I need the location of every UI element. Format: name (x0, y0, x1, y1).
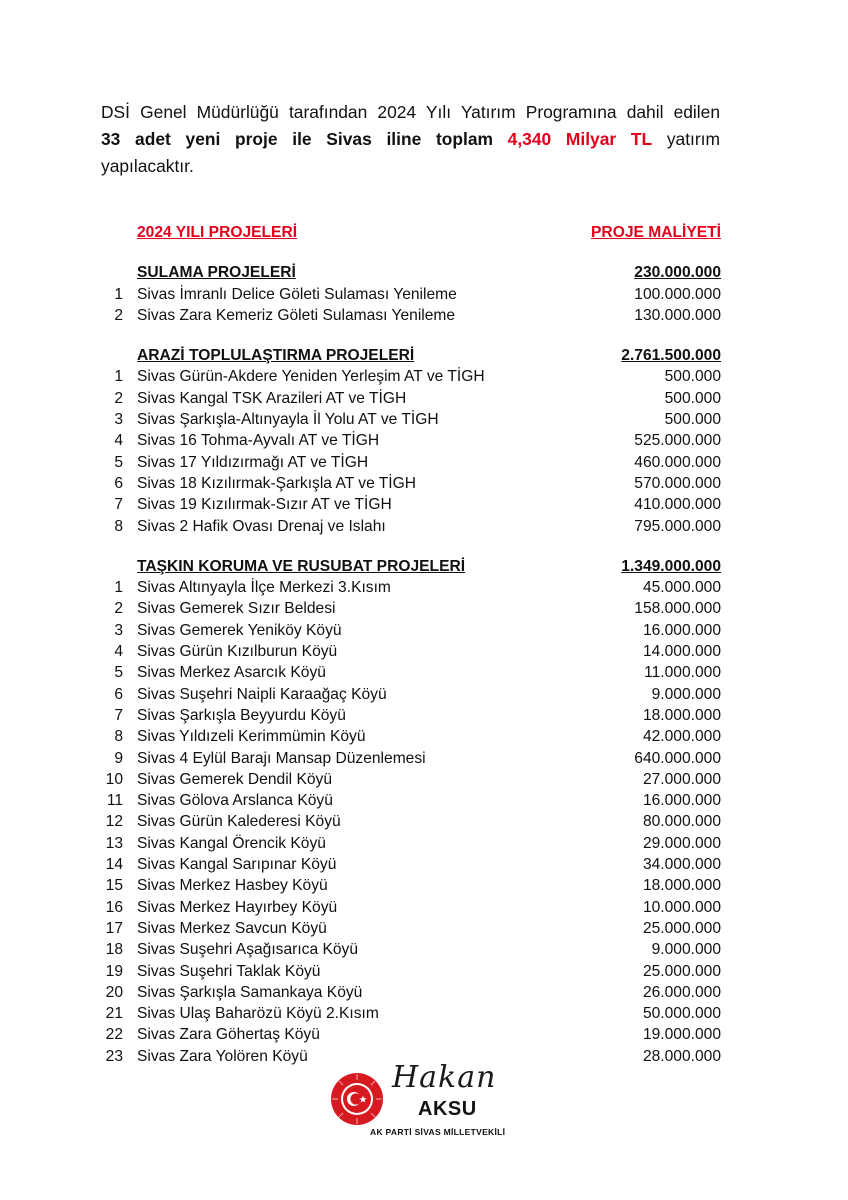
row-number: 19 (105, 962, 123, 980)
project-name: Sivas 17 Yıldızırmağı AT ve TİGH (137, 453, 369, 471)
section-header-row (101, 262, 721, 283)
table-row (101, 409, 721, 430)
project-cost: 34.000.000 (642, 856, 721, 874)
project-name: Sivas 4 Eylül Barajı Mansap Düzenlemesi (137, 749, 426, 767)
project-cost: 9.000.000 (651, 685, 721, 703)
row-number: 3 (114, 621, 123, 639)
project-name: Sivas Zara Göhertaş Köyü (137, 1026, 320, 1044)
project-name: Sivas 16 Tohma-Ayvalı AT ve TİGH (137, 432, 380, 450)
project-cost: 11.000.000 (644, 664, 721, 682)
table-row (101, 620, 721, 641)
row-number: 6 (114, 474, 123, 492)
signature-block (300, 1060, 520, 1150)
row-number: 2 (114, 306, 123, 324)
project-cost: 26.000.000 (642, 983, 721, 1001)
table-row (101, 662, 721, 683)
project-name: Sivas Ulaş Baharözü Köyü 2.Kısım (137, 1005, 379, 1023)
project-cost: 29.000.000 (642, 834, 721, 852)
row-number: 13 (105, 834, 123, 852)
investment-amount: 4,340 Milyar TL (507, 129, 653, 149)
project-cost: 10.000.000 (642, 898, 721, 916)
project-name: Sivas Yıldızeli Kerimmümin Köyü (137, 728, 366, 746)
row-number: 4 (114, 643, 123, 661)
row-number: 11 (106, 792, 123, 810)
project-cost: 18.000.000 (642, 877, 721, 895)
row-number: 2 (114, 389, 123, 407)
table-row (101, 473, 721, 494)
table-row (101, 982, 721, 1003)
row-number: 8 (114, 517, 123, 535)
intro-paragraph (101, 99, 720, 180)
signature-last-name: AKSU (418, 1098, 477, 1120)
table-row (101, 1003, 721, 1024)
section-title: TAŞKIN KORUMA VE RUSUBAT PROJELERİ (137, 557, 466, 575)
project-name: Sivas Suşehri Naipli Karaağaç Köyü (137, 685, 387, 703)
row-number: 21 (105, 1005, 123, 1023)
table-row (101, 452, 721, 473)
project-cost: 45.000.000 (642, 579, 721, 597)
intro-line-2-end: yatırım (666, 129, 720, 149)
cost-column-header: PROJE MALİYETİ (591, 224, 721, 241)
row-number: 14 (105, 856, 123, 874)
project-name: Sivas Şarkışla Beyyurdu Köyü (137, 706, 346, 724)
table-row (101, 811, 721, 832)
project-name: Sivas Kangal TSK Arazileri AT ve TİGH (137, 389, 407, 407)
table-row (101, 284, 721, 305)
intro-bold-text: 33 adet yeni proje ile Sivas iline toplam (101, 129, 493, 149)
table-row (101, 918, 721, 939)
project-cost: 525.000.000 (634, 432, 721, 450)
project-cost: 410.000.000 (634, 496, 721, 514)
tbmm-emblem-icon (330, 1072, 384, 1126)
table-row (101, 705, 721, 726)
project-cost: 9.000.000 (651, 941, 721, 959)
project-cost: 25.000.000 (642, 962, 721, 980)
project-cost: 460.000.000 (634, 453, 721, 471)
project-name: Sivas Suşehri Aşağısarıca Köyü (137, 941, 359, 959)
project-name: Sivas Kangal Örencik Köyü (137, 834, 326, 852)
row-number: 5 (114, 453, 123, 471)
table-row (101, 577, 721, 598)
project-cost: 27.000.000 (642, 770, 721, 788)
project-name: Sivas Gemerek Sızır Beldesi (137, 600, 336, 618)
project-name: Sivas İmranlı Delice Göleti Sulaması Yenileme (137, 285, 457, 303)
section-header-row (101, 556, 721, 577)
table-row (101, 684, 721, 705)
project-cost: 50.000.000 (642, 1005, 721, 1023)
project-cost: 14.000.000 (642, 643, 721, 661)
row-number: 4 (114, 432, 123, 450)
project-name: Sivas Şarkışla Samankaya Köyü (137, 983, 363, 1001)
section-spacer (101, 326, 721, 345)
project-cost: 500.000 (664, 368, 721, 386)
project-cost: 158.000.000 (634, 600, 721, 618)
project-cost: 130.000.000 (634, 306, 721, 324)
section-spacer (101, 537, 721, 556)
row-number: 23 (105, 1047, 123, 1065)
section-spacer (101, 243, 721, 262)
row-number: 3 (114, 411, 123, 429)
table-row (101, 430, 721, 451)
table-row (101, 833, 721, 854)
project-cost: 80.000.000 (642, 813, 721, 831)
section-total: 2.761.500.000 (621, 347, 721, 365)
project-cost: 640.000.000 (634, 749, 721, 767)
table-row (101, 961, 721, 982)
row-number: 12 (105, 813, 123, 831)
row-number: 20 (105, 983, 123, 1001)
row-number: 5 (114, 664, 123, 682)
row-number: 15 (105, 877, 123, 895)
project-cost: 18.000.000 (642, 706, 721, 724)
project-cost: 42.000.000 (642, 728, 721, 746)
project-name: Sivas Merkez Hayırbey Köyü (137, 898, 338, 916)
table-row (101, 939, 721, 960)
project-name: Sivas 19 Kızılırmak-Sızır AT ve TİGH (137, 496, 392, 514)
section-total: 1.349.000.000 (621, 557, 721, 575)
project-name: Sivas Gemerek Dendil Köyü (137, 770, 333, 788)
row-number: 9 (114, 749, 123, 767)
table-row (101, 875, 721, 896)
row-number: 2 (114, 600, 123, 618)
intro-line-2 (101, 126, 720, 153)
project-name: Sivas Gürün Kalederesi Köyü (137, 813, 341, 831)
project-name: Sivas Gemerek Yeniköy Köyü (137, 621, 342, 639)
project-name: Sivas Gürün-Akdere Yeniden Yerleşim AT ve TİGH (137, 368, 485, 386)
table-row (101, 641, 721, 662)
project-name: Sivas Kangal Sarıpınar Köyü (137, 856, 337, 874)
table-row (101, 305, 721, 326)
table-row (101, 726, 721, 747)
project-name: Sivas Altınyayla İlçe Merkezi 3.Kısım (137, 579, 391, 597)
intro-line-3: yapılacaktır. (101, 156, 194, 176)
table-row (101, 494, 721, 515)
projects-column-header: 2024 YILI PROJELERİ (137, 224, 298, 241)
table-row (101, 1024, 721, 1045)
project-cost: 500.000 (664, 411, 721, 429)
project-cost: 795.000.000 (634, 517, 721, 535)
project-sections (101, 243, 721, 1067)
row-number: 22 (105, 1026, 123, 1044)
row-number: 10 (105, 770, 123, 788)
project-cost: 16.000.000 (642, 792, 721, 810)
section-title: SULAMA PROJELERİ (137, 264, 296, 282)
project-cost: 100.000.000 (634, 285, 721, 303)
section-header-row (101, 345, 721, 366)
table-header-row (101, 222, 721, 243)
row-number: 1 (114, 368, 123, 386)
project-name: Sivas 18 Kızılırmak-Şarkışla AT ve TİGH (137, 474, 417, 492)
project-name: Sivas Zara Yolören Köyü (137, 1047, 308, 1065)
table-row (101, 366, 721, 387)
project-cost: 500.000 (664, 389, 721, 407)
intro-line-1: DSİ Genel Müdürlüğü tarafından 2024 Yılı Yatırım Programına dahil edilen (101, 102, 720, 122)
table-row (101, 769, 721, 790)
row-number: 18 (105, 941, 123, 959)
project-name: Sivas 2 Hafik Ovası Drenaj ve Islahı (137, 517, 386, 535)
table-row (101, 790, 721, 811)
project-cost: 19.000.000 (642, 1026, 721, 1044)
section-title: ARAZİ TOPLULAŞTIRMA PROJELERİ (137, 347, 415, 365)
row-number: 7 (114, 706, 123, 724)
project-name: Sivas Gürün Kızılburun Köyü (137, 643, 338, 661)
project-name: Sivas Zara Kemeriz Göleti Sulaması Yenileme (137, 306, 456, 324)
project-cost: 28.000.000 (642, 1047, 721, 1065)
row-number: 6 (114, 685, 123, 703)
table-row (101, 516, 721, 537)
row-number: 1 (114, 285, 123, 303)
row-number: 1 (114, 579, 123, 597)
table-row (101, 388, 721, 409)
signature-title: AK PARTİ SİVAS MİLLETVEKİLİ (370, 1127, 506, 1137)
row-number: 16 (105, 898, 123, 916)
table-row (101, 897, 721, 918)
project-name: Sivas Gölova Arslanca Köyü (137, 792, 333, 810)
table-row (101, 748, 721, 769)
signature-first-name: Hakan (392, 1060, 497, 1095)
row-number: 17 (105, 919, 123, 937)
section-total: 230.000.000 (634, 264, 721, 282)
project-name: Sivas Şarkışla-Altınyayla İl Yolu AT ve TİGH (137, 411, 439, 429)
project-name: Sivas Suşehri Taklak Köyü (137, 962, 321, 980)
project-name: Sivas Merkez Savcun Köyü (137, 919, 327, 937)
project-table (101, 222, 721, 1067)
row-number: 7 (114, 496, 123, 514)
project-cost: 16.000.000 (642, 621, 721, 639)
table-row (101, 598, 721, 619)
project-cost: 570.000.000 (634, 474, 721, 492)
row-number: 8 (114, 728, 123, 746)
project-name: Sivas Merkez Hasbey Köyü (137, 877, 328, 895)
table-row (101, 854, 721, 875)
project-name: Sivas Merkez Asarcık Köyü (137, 664, 326, 682)
project-cost: 25.000.000 (642, 919, 721, 937)
